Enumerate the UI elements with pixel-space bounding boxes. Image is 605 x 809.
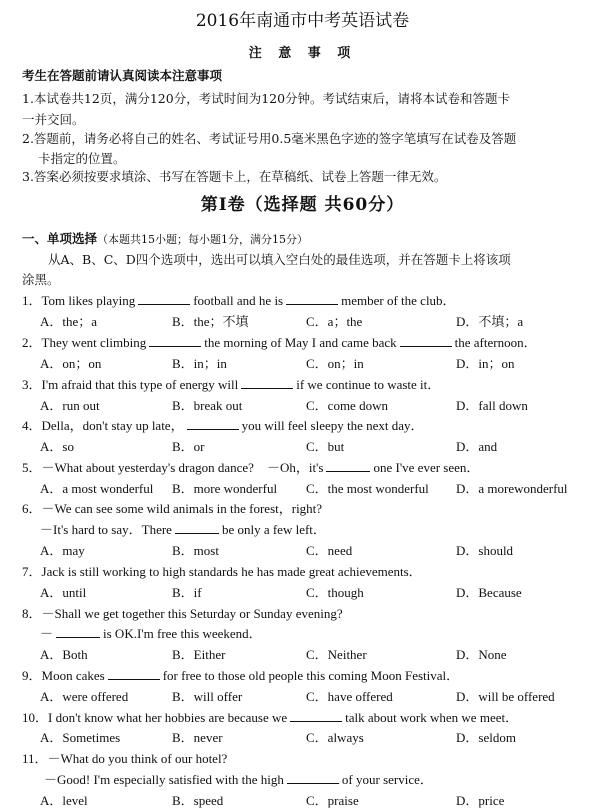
q1-option-c: C．a；the xyxy=(306,314,363,329)
question-number: 8． xyxy=(22,606,42,621)
q4-option-c: C．but xyxy=(306,439,345,454)
question-number: 1． xyxy=(22,293,42,308)
q10-option-b: B．never xyxy=(172,730,223,745)
q1-option-b: B．the；不填 xyxy=(172,314,249,329)
question-number: 4． xyxy=(22,418,42,433)
question-text: － xyxy=(40,626,54,641)
notice-item-2: 2.答题前，请务必将自己的姓名、考试证号用0.5毫米黑色字迹的签字笔填写在试卷及答题 xyxy=(22,131,517,146)
question-6 xyxy=(22,498,322,517)
q3-option-c: C．come down xyxy=(306,398,388,413)
part1-heading xyxy=(22,229,308,247)
question-9 xyxy=(22,665,459,684)
answer-blank xyxy=(175,522,219,534)
question-text: Tom likes playing xyxy=(41,293,136,308)
question-text: －What about yesterday's dragon dance? －Oh，it's xyxy=(41,460,324,475)
q1-option-a: A．the；a xyxy=(40,314,98,329)
q4-option-b: B．or xyxy=(172,439,205,454)
q9-option-b: B．will offer xyxy=(172,689,243,704)
part1-note: （本题共15小题；每小题1分，满分15分） xyxy=(97,233,309,246)
q4-option-a: A．so xyxy=(40,439,74,454)
question-number: 11． xyxy=(22,751,48,766)
q11-option-d: D．price xyxy=(456,793,505,808)
q7-option-a: A．until xyxy=(40,585,87,600)
question-text: the afternoon． xyxy=(454,335,537,350)
part1-instruction: 从A、B、C、D四个选项中，选出可以填入空白处的最佳选项，并在答题卡上将该项 xyxy=(48,252,511,267)
question-8-reply xyxy=(40,623,262,642)
q8-option-c: C．Neither xyxy=(306,647,367,662)
question-11 xyxy=(22,748,227,767)
q3-option-d: D．fall down xyxy=(456,398,528,413)
question-4 xyxy=(22,415,424,434)
question-8 xyxy=(22,603,343,622)
question-number: 7． xyxy=(22,564,42,579)
question-text: Della，don't stay up late， xyxy=(41,418,184,433)
notice-item-1-cont: 一并交回。 xyxy=(22,112,85,127)
q9-option-d: D．will be offered xyxy=(456,689,555,704)
q4-option-d: D．and xyxy=(456,439,498,454)
notice-item-1: 1.本试卷共12页，满分120分，考试时间为120分钟。考试结束后，请将本试卷和答题卡 xyxy=(22,91,511,106)
question-3 xyxy=(22,374,440,393)
question-text: I'm afraid that this type of energy will xyxy=(41,377,239,392)
question-number: 6． xyxy=(22,501,42,516)
question-number: 5． xyxy=(22,460,42,475)
answer-blank xyxy=(56,626,100,638)
exam-title: 2016年南通市中考英语试卷 xyxy=(195,11,410,31)
question-text: －Shall we get together this Seturday or Sunday evening? xyxy=(41,606,343,621)
answer-blank xyxy=(290,710,342,722)
answer-blank xyxy=(286,293,338,305)
q2-option-b: B．in；in xyxy=(172,356,227,371)
part1-heading-label: 一、单项选择 xyxy=(22,231,98,246)
question-text: talk about work when we meet． xyxy=(345,710,519,725)
notice-heading: 注 意 事 项 xyxy=(248,46,357,61)
q10-option-a: A．Sometimes xyxy=(40,730,121,745)
q5-option-d: D．a morewonderful xyxy=(456,481,568,496)
question-10 xyxy=(22,707,518,726)
question-text: I don't know what her hobbies are because we xyxy=(48,710,288,725)
q5-option-a: A．a most wonderful xyxy=(40,481,154,496)
q11-option-a: A．level xyxy=(40,793,88,808)
question-text: －What do you think of our hotel? xyxy=(47,751,228,766)
q10-option-c: C．always xyxy=(306,730,364,745)
answer-blank xyxy=(108,668,160,680)
answer-blank xyxy=(287,772,339,784)
question-11-reply xyxy=(44,769,433,788)
q2-option-c: C．on；in xyxy=(306,356,364,371)
question-number: 9． xyxy=(22,668,42,683)
q6-option-b: B．most xyxy=(172,543,219,558)
q3-option-a: A．run out xyxy=(40,398,100,413)
answer-blank xyxy=(241,377,293,389)
question-text: football and he is xyxy=(193,293,284,308)
q5-option-c: C．the most wonderful xyxy=(306,481,429,496)
notice-item-2-cont: 卡指定的位置。 xyxy=(38,151,126,166)
question-text: －It's hard to say．There xyxy=(40,522,172,537)
q10-option-d: D．seldom xyxy=(456,730,516,745)
notice-subheading: 考生在答题前请认真阅读本注意事项 xyxy=(22,68,223,83)
q2-option-d: D．in；on xyxy=(456,356,515,371)
q11-option-c: C．praise xyxy=(306,793,359,808)
question-text: of your service． xyxy=(341,772,433,787)
q1-option-d: D．不填；a xyxy=(456,314,524,329)
question-7 xyxy=(22,561,422,580)
answer-blank xyxy=(326,460,370,472)
question-1 xyxy=(22,290,456,309)
part1-instruction-cont: 涂黑。 xyxy=(22,272,60,287)
question-number: 10． xyxy=(22,710,49,725)
q7-option-c: C．though xyxy=(306,585,364,600)
question-text: is OK.I'm free this weekend． xyxy=(103,626,262,641)
question-6-reply xyxy=(40,519,326,538)
answer-blank xyxy=(138,293,190,305)
question-number: 3． xyxy=(22,377,42,392)
question-2 xyxy=(22,332,537,351)
question-text: －Good! I'm especially satisfied with the high xyxy=(44,772,284,787)
answer-blank xyxy=(149,335,201,347)
q3-option-b: B．break out xyxy=(172,398,243,413)
question-text: －We can see some wild animals in the forest，right? xyxy=(41,501,323,516)
q8-option-a: A．Both xyxy=(40,647,88,662)
q9-option-c: C．have offered xyxy=(306,689,393,704)
question-text: member of the club． xyxy=(341,293,456,308)
q6-option-c: C．need xyxy=(306,543,353,558)
question-text: you will feel sleepy the next day． xyxy=(241,418,424,433)
q7-option-b: B．if xyxy=(172,585,202,600)
notice-item-3: 3.答案必须按要求填涂、书写在答题卡上，在草稿纸、试卷上答题一律无效。 xyxy=(22,169,447,184)
question-text: one I've ever seen． xyxy=(373,460,480,475)
question-text: the morning of May I and came back xyxy=(204,335,397,350)
q6-option-a: A．may xyxy=(40,543,85,558)
question-text: Jack is still working to high standards he has made great achievements． xyxy=(41,564,422,579)
q11-option-b: B．speed xyxy=(172,793,224,808)
q2-option-a: A．on；on xyxy=(40,356,102,371)
q9-option-a: A．were offered xyxy=(40,689,129,704)
question-5 xyxy=(22,457,479,476)
answer-blank xyxy=(400,335,452,347)
question-text: They went climbing xyxy=(41,335,147,350)
q8-option-b: B．Either xyxy=(172,647,226,662)
q5-option-b: B．more wonderful xyxy=(172,481,278,496)
answer-blank xyxy=(187,418,239,430)
question-text: be only a few left． xyxy=(221,522,326,537)
q7-option-d: D．Because xyxy=(456,585,522,600)
q8-option-d: D．None xyxy=(456,647,507,662)
question-text: Moon cakes xyxy=(41,668,105,683)
question-text: if we continue to waste it． xyxy=(296,377,441,392)
question-text: for free to those old people this coming Moon Festival． xyxy=(162,668,460,683)
question-number: 2． xyxy=(22,335,42,350)
section-title: 第Ⅰ卷（选择题 共60分） xyxy=(200,195,405,215)
q6-option-d: D．should xyxy=(456,543,514,558)
